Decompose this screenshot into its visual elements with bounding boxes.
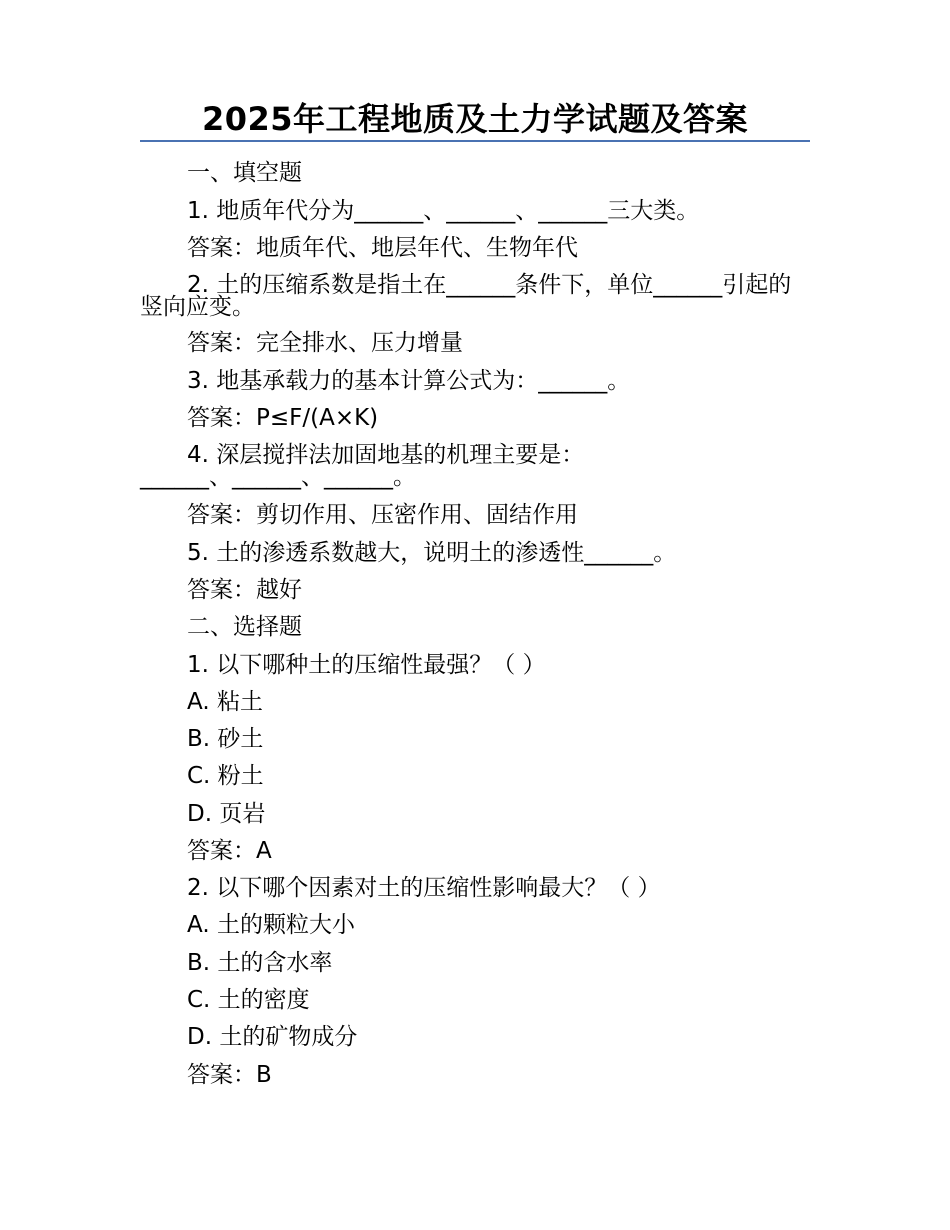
choice-question-1-option-d: D. 页岩	[187, 801, 266, 827]
section-heading-multiple-choice: 二、选择题	[187, 614, 302, 640]
choice-question-2-option-a: A. 土的颗粒大小	[187, 912, 355, 938]
choice-answer-1: 答案：A	[187, 838, 272, 864]
fill-question-1: 1. 地质年代分为______、______、______三大类。	[187, 198, 700, 224]
document-title: 2025年工程地质及土力学试题及答案	[140, 98, 810, 142]
fill-answer-1: 答案：地质年代、地层年代、生物年代	[187, 235, 578, 261]
choice-question-1: 1. 以下哪种土的压缩性最强？（ ）	[187, 652, 546, 678]
choice-question-2-option-c: C. 土的密度	[187, 987, 310, 1013]
fill-answer-4: 答案：剪切作用、压密作用、固结作用	[187, 502, 578, 528]
fill-question-2: 2. 土的压缩系数是指土在______条件下，单位______引起的竖向应变。	[140, 272, 792, 320]
choice-question-2-option-b: B. 土的含水率	[187, 950, 333, 976]
choice-answer-2: 答案：B	[187, 1062, 272, 1088]
choice-question-2-option-d: D. 土的矿物成分	[187, 1024, 358, 1050]
choice-question-1-option-c: C. 粉土	[187, 763, 264, 789]
fill-question-5: 5. 土的渗透系数越大，说明土的渗透性______。	[187, 540, 677, 566]
fill-answer-2: 答案：完全排水、压力增量	[187, 330, 463, 356]
fill-answer-3: 答案：P≤F/(A×K)	[187, 405, 379, 431]
choice-question-2: 2. 以下哪个因素对土的压缩性影响最大？（ ）	[187, 875, 661, 901]
fill-answer-5: 答案：越好	[187, 577, 302, 603]
fill-question-3: 3. 地基承载力的基本计算公式为：______。	[187, 368, 631, 394]
choice-question-1-option-a: A. 粘土	[187, 689, 263, 715]
section-heading-fill-blank: 一、填空题	[187, 160, 302, 186]
choice-question-1-option-b: B. 砂土	[187, 726, 264, 752]
fill-question-4: 4. 深层搅拌法加固地基的机理主要是：______、______、______。	[140, 442, 585, 490]
